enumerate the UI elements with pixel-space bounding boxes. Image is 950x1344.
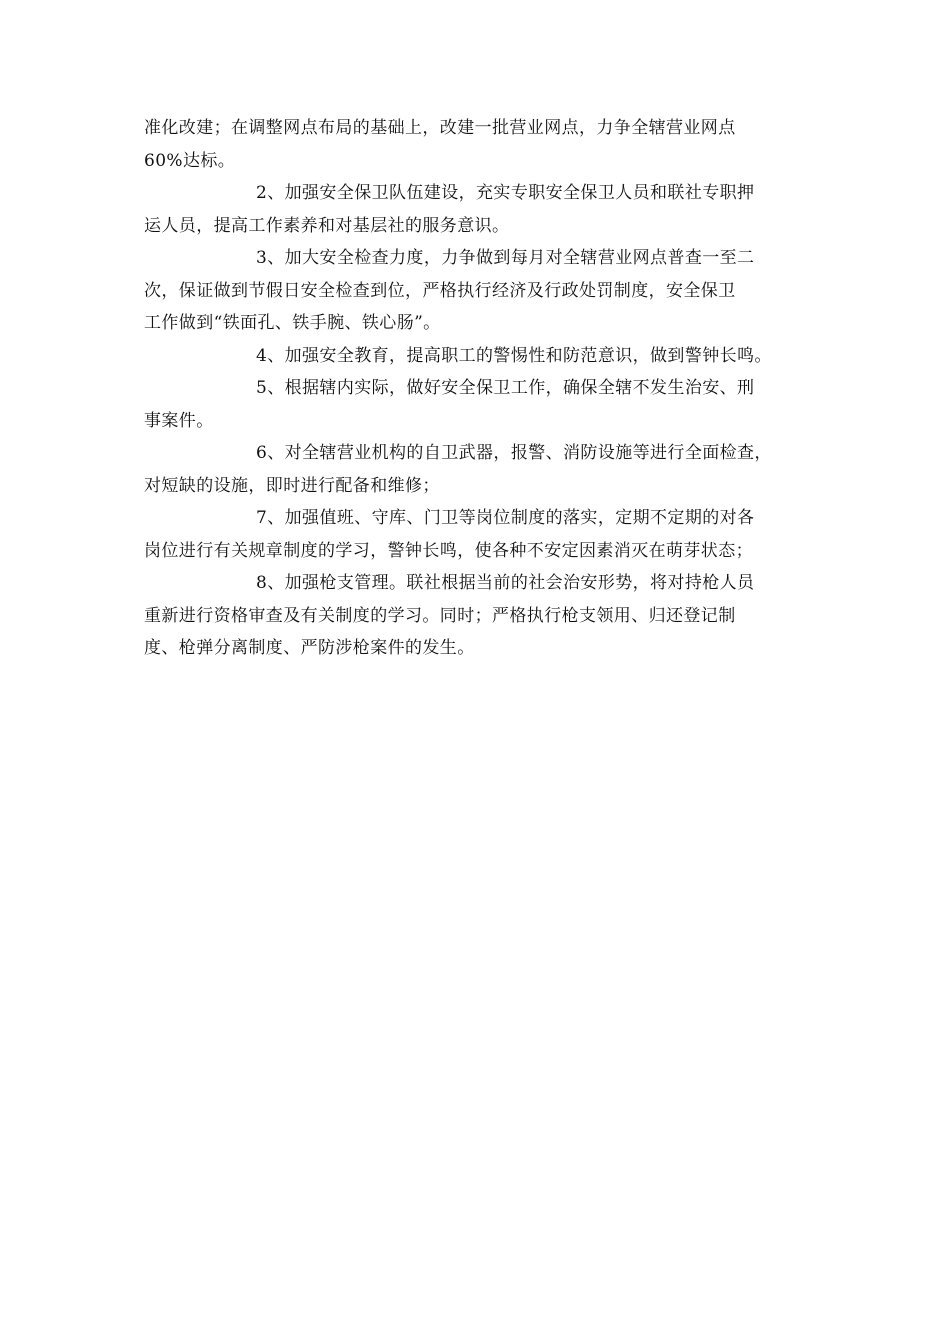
text-line: 次，保证做到节假日安全检查到位，严格执行经济及行政处罚制度，安全保卫 [144, 280, 736, 301]
text-line: 8、加强枪支管理。联社根据当前的社会治安形势，将对持枪人员 [256, 573, 755, 593]
paragraph-item-6 [144, 437, 824, 502]
paragraph-item-8 [144, 567, 824, 665]
text-line: 7、加强值班、守库、门卫等岗位制度的落实，定期不定期的对各 [256, 508, 755, 528]
paragraph-item-7 [144, 502, 824, 567]
text-line: 5、根据辖内实际，做好安全保卫工作，确保全辖不发生治安、刑 [256, 378, 755, 398]
paragraph-item-5 [144, 372, 824, 437]
paragraph-item-4 [144, 340, 824, 373]
text-line: 运人员，提高工作素养和对基层社的服务意识。 [144, 215, 510, 236]
text-line: 4、加强安全教育，提高职工的警惕性和防范意识，做到警钟长鸣。 [256, 345, 772, 366]
text-line: 事案件。 [144, 410, 214, 431]
text-line: 度、枪弹分离制度、严防涉枪案件的发生。 [144, 638, 475, 658]
text-line: 对短缺的设施，即时进行配备和维修； [144, 475, 440, 496]
text-line: 60%达标。 [144, 150, 236, 171]
text-line: 2、加强安全保卫队伍建设，充实专职安全保卫人员和联社专职押 [256, 183, 755, 203]
text-line: 3、加大安全检查力度，力争做到每月对全辖营业网点普查一至二 [256, 248, 755, 268]
paragraph-continuation [144, 112, 824, 177]
paragraph-item-3 [144, 242, 824, 340]
text-line: 工作做到“铁面孔、铁手腕、铁心肠”。 [144, 313, 441, 333]
text-line: 6、对全辖营业机构的自卫武器，报警、消防设施等进行全面检查， [256, 443, 772, 463]
text-line: 岗位进行有关规章制度的学习，警钟长鸣，使各种不安定因素消灭在萌芽状态； [144, 540, 753, 561]
paragraph-item-2 [144, 177, 824, 242]
text-line: 重新进行资格审查及有关制度的学习。同时；严格执行枪支领用、归还登记制 [144, 605, 736, 626]
document-body [144, 112, 824, 665]
text-line: 准化改建；在调整网点布局的基础上，改建一批营业网点，力争全辖营业网点 [144, 118, 736, 138]
